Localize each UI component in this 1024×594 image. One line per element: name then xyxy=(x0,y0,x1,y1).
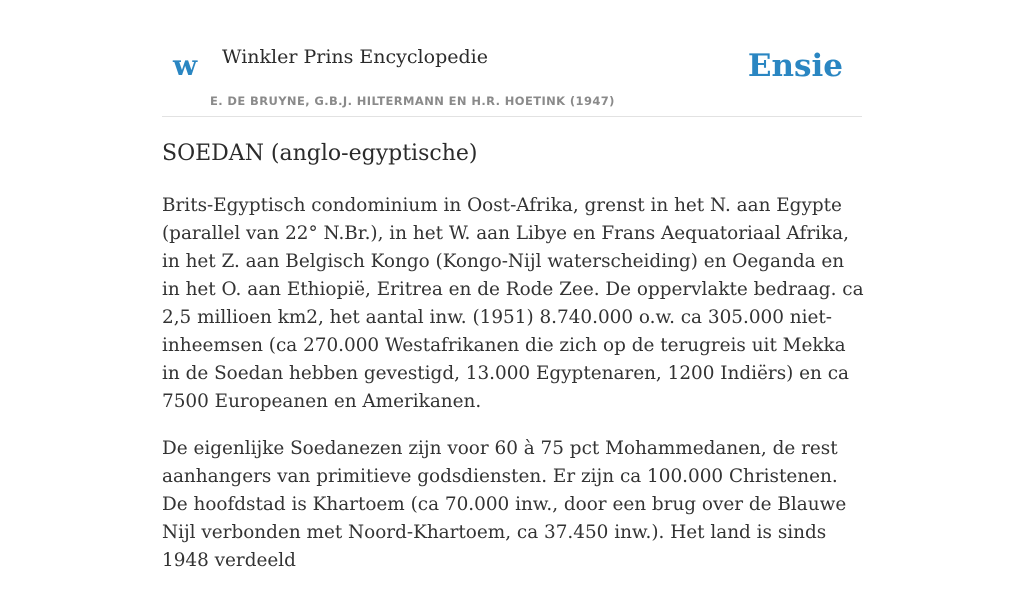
article-paragraph: Brits-Egyptisch condominium in Oost-Afrika, grenst in het N. aan Egypte (parallel van 22° N.Br.), in het W. aan Libye en Frans Aequatoriaal Afrika, in het Z. aan Belgisch Kongo (Kongo-Nijl waterscheiding) en Oeganda en in het O. aan Ethiopië, Eritrea en de Rode Zee. De oppervlakte bedraag. ca 2,5 millioen km2, het aantal inw. (1951) 8.740.000 o.w. ca 305.000 niet-inheemsen (ca 270.000 Westafrikanen die zich op de terugreis uit Mekka in de Soedan hebben gevestigd, 13.000 Egyptenaren, 1200 Indiërs) en ca 7500 Europeanen en Amerikanen. xyxy=(162,195,864,412)
article-title: SOEDAN (anglo-egyptische) xyxy=(162,141,478,166)
site-title[interactable]: Winkler Prins Encyclopedie xyxy=(222,46,488,68)
site-header xyxy=(162,0,862,117)
article-body xyxy=(162,192,864,594)
authors-subtitle: E. DE BRUYNE, G.B.J. HILTERMANN EN H.R. HOETINK (1947) xyxy=(210,94,615,108)
logo-w-icon[interactable]: w xyxy=(173,49,198,82)
article-paragraph: De eigenlijke Soedanezen zijn voor 60 à 75 pct Mohammedanen, de rest aanhangers van primitieve godsdiensten. Er zijn ca 100.000 Christenen. De hoofdstad is Khartoem (ca 70.000 inw., door een brug over de Blauwe Nijl verbonden met Noord-Khartoem, ca 37.450 inw.). Het land is sinds 1948 verdeeld xyxy=(162,438,847,571)
ensie-logo[interactable]: Ensie xyxy=(747,48,843,84)
